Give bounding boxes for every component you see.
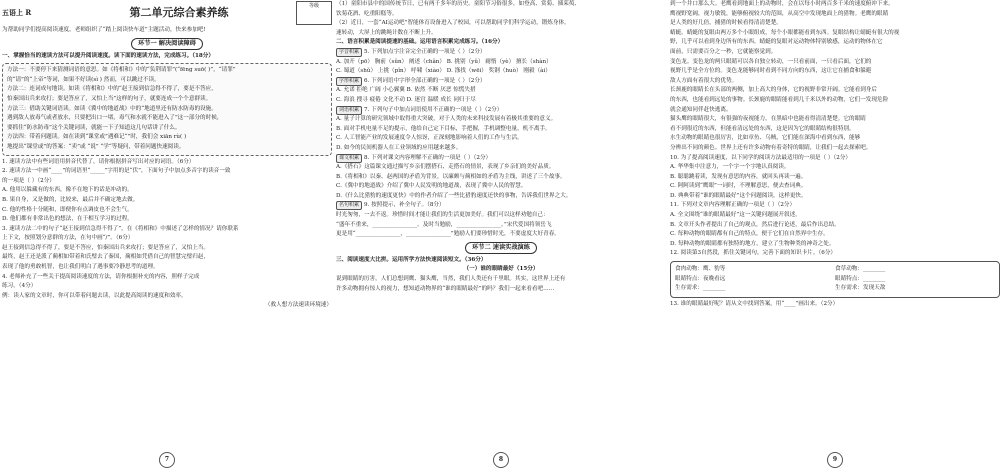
option: B. 面对手机电量不足的提示，他给自己定下目标，手把握，手机调整电量，机不离手。	[336, 125, 551, 132]
option: D. 如今的民间机器人在工业领域的应用越来越多。	[336, 144, 462, 151]
box-line: 方法四：带着问题读。如在读到“课堂或”遇难记“”时，我们会 xiān rù( )	[7, 134, 187, 141]
option: D. 典典带着“谁的眼睛最好”这个问题阅读，这样更快。	[670, 192, 807, 199]
page-number: 7	[159, 452, 175, 468]
question-heading: 二、语言积累是阅读提速的基础。运用语言积累完成练习。（16分）	[336, 39, 504, 46]
tag-label: 词语积累	[336, 106, 362, 115]
card-line: 食草动物：________	[835, 266, 886, 273]
option: A. 他用以躲藏有的东西，像不在地下的话是冲动的。	[2, 187, 133, 194]
box-line: 怕秦国出兵来攻打；要是答应了，又怕上当”这样的句子，就要连成一个个意群读。	[7, 95, 212, 102]
tag-label: 课文积累	[336, 154, 362, 163]
page-header	[2, 0, 332, 26]
question-9: 名句积累 9. 按照提示，补全句子。（8分）	[336, 201, 666, 211]
answer-line: 赵王接到信急得不得了，要是不答应，怕秦国出兵来攻打；要是答应了，又怕上当。	[2, 244, 209, 251]
question-heading: 一、掌握恰当的速读方法可以提升阅读速度。读下面的速读方法，完成练习。（18分）	[2, 52, 214, 59]
score-label: 等级	[308, 3, 319, 9]
box-line: 要抓住“防水防毒”这个关键词读，就能一下子知道这几句话讲了什么。	[7, 124, 181, 131]
card-line: 生存需求：________	[675, 285, 726, 292]
question-2-cont: 的一项是（ ）（2分）	[2, 177, 55, 184]
text-line: 面前，只需要百分之一秒，它就能察觉到。	[670, 48, 777, 55]
box-line: 地提出“课堂或”的答案：“卖”或 “说” “学“等疑问，带着问题快速阅读。	[7, 143, 185, 150]
option: A.《搭石》这篇课文通过描写乡亲们摆搭石、走搭石的情景，表现了乡亲们的美好品质。	[336, 164, 555, 171]
text-line: 许多动物拥有惊人的视力，想知道动物界的“谁的眼睛最好”的吗？我们一起来看看吧……	[336, 285, 555, 292]
page-number: 9	[827, 452, 843, 468]
option: A. 允诺 拒绝 广阔 小心翼翼 B. 依然 不断 厌恶 惊慌失措	[336, 87, 476, 94]
text-line: 更是用“________________，________________”勉励人们要珍惜时光，不要虚度大好青春。	[336, 231, 560, 238]
option: C. 他的性格十分随和，即便你有点调皮也不会生气。	[2, 206, 133, 213]
text-line: 是人类的好几倍，捕猎的时候看得清清楚楚。	[670, 20, 782, 27]
card-line: 眼睛特点：________	[835, 275, 886, 282]
box-line: 遇到敌人放毒气或者放水，只要把出口一堵，毒气和水就不能进入了”这一部分的时候，	[7, 115, 223, 122]
option: C. 人工智能产业的发展速度令人惊讶，正深刻地影响着人们的工作与生活。	[336, 135, 523, 142]
question-2: 2. 速读方法一中画“____”的词语里“_____”字用的是“伏”，下面句子中加点多音字的读音一致	[2, 168, 231, 175]
option: D. 每种动物的眼睛都有独特的地方，建立了生物种类的神奇之处。	[670, 240, 835, 247]
text-line: 分辨出不同的颜色。世界上还有许多动物有着奇特的眼睛，让我们一起去探索吧。	[670, 144, 872, 151]
text-line: 就会通知同伴赶快逃离。	[670, 106, 732, 113]
option: B. 文章开头作者提出了自己的观点，然后进行论述，最后作出总结。	[670, 221, 840, 228]
question-10: 10. 为了提高阅读速度，以下同学的阅读方法最适用的一项是（ ）（2分）	[670, 154, 852, 161]
option: C. 阿阿读到“鹰眼”一词时，不理解意思，便去查词典。	[670, 183, 807, 190]
option: C. 每种动物的眼睛都有自己的特点，便于它们在自然界中生存。	[670, 231, 829, 238]
card-line: 食肉动物：鹰、豹等	[675, 266, 726, 273]
text-line: 变色龙。变色龙的两只眼睛可以各自独立转动，一只看前面，一只看后面，它们的	[670, 58, 872, 65]
text-line: 时光匆匆，一去不返。珍惜时间才能让我们的生活更加美好。我们可以这样劝勉自己：	[336, 212, 549, 219]
option: D.《什么比猎豹的速度更快》中的作者介绍了一些比猎豹速度还快的事物，告诉我们世界之大。	[336, 192, 572, 199]
text-line: 速转动，大屏上的跳绳计数在不断上升。	[336, 29, 437, 36]
text-line: 的东西，也能看到远处的事物。长颈鹿的眼睛能看到几千米以外的动物，它们一发现危险	[670, 96, 889, 103]
text-line: 鹰视野宽阔，视力敏锐，能够俯视较大的范围，从高空中发现地面上的猎物。老鹰的眼睛	[670, 10, 889, 17]
question-8: 课文积累 8. 下列对课文内容理解不正确的一项是（ ）（2分）	[336, 154, 666, 164]
option: C. 蜀道（shǔ） 上挑（pǐn） 呼啸（xiào） D. 涤找（wēi） 奖钢（huò） 刚毅（ài）	[336, 68, 551, 75]
text-line: 饮菊花酒、吃重阳糕等。	[336, 10, 398, 17]
answer-line: 表现了他的勇敢机智，也让我们明白了遇事要冷静思考的道理。	[2, 264, 159, 271]
box-line: 的“请”的“上帝”等词，如果不好读(sì ) 然而，可以跳过不读。	[7, 76, 160, 83]
question-13: 13. 谁的眼睛最好呢？请从文中找到答案，用“____”画出来。（2分）	[670, 300, 839, 307]
card-right	[835, 265, 995, 294]
tag-label: 字音积累	[336, 48, 362, 57]
page-title: 第二单元综合素养练	[129, 6, 229, 20]
source-note: （救人想方法速读环境速）	[264, 302, 332, 309]
text-line: 蜻蜓。蜻蜓的复眼由两万多个小眼组成，每个小眼都能看到东西。复眼结构让蜻蜓有很大的视	[670, 29, 900, 36]
text-line: 看不到很近的东西，但能看清远处的东西，这是因为它的眼睛结构很特别。	[670, 125, 855, 132]
intro-text: 为帮助同学们提高阅读速度，老师组织了“踏上阅读快车道”主题活动，快来参加吧!	[2, 27, 206, 33]
option: B. 果自身，又是做的，比较来，最后并不确定地去做。	[2, 196, 139, 203]
box-line: 方法一：不要停下来猜测词语的意思。如《将相和》中的“负荆请罪”(“fēng suō( )”，“请罪”	[7, 67, 236, 74]
option: B.《将相和》以秦、赵两国的矛盾为背景，以廉颇与蔺相如的矛盾为主线，讲述了三个故事。	[336, 173, 566, 180]
grade-label: 五语上 R	[2, 8, 32, 18]
text-line: 野，几乎可以看到身边所有的东西。蜻蜓的复眼对运动物体特别敏感，运动的物体在它	[670, 39, 883, 46]
option: A. 华华集中注意力，一个字一个字地认真阅读。	[670, 164, 790, 171]
box-line: 方法二：连词成句地读。如读《将相和》中的“赵王接到信急得不得了，要是不答应，	[7, 86, 217, 93]
question-3: 3. 速读方法二中的句子“赵王接到信急得不得了”，在《将相和》中描述了怎样的情况？请你联系	[2, 225, 239, 232]
text-line: 视野几乎是全方位的。变色龙能够同时看到不同方向的东西，这让它在捕食和躲避	[670, 68, 872, 75]
score-box	[296, 1, 332, 25]
option: A. 加开（pō） 胸前（sǔn） 阐述（chǎn） B. 挑别（yǔ） 耐惰（yè） 擅长（shàn）	[336, 58, 552, 65]
page-middle	[336, 0, 666, 474]
text-line: （1）童阳市县中的国传统节日，已有两千多年的历史。童阳节习俗很多，如登高、赏菊、插茱萸、	[336, 1, 581, 7]
card-left	[675, 265, 835, 294]
text-line: 敌人方面有着很大的优势。	[670, 77, 738, 84]
tag-label: 字形积累	[336, 77, 362, 86]
question-6: 字形积累 6. 下列词语中字形全部正确的一项是（ ）（2分）	[336, 77, 666, 87]
option: C. 海浪 搜寻 疲倦 文化不动 D. 迷宫 温暖 成长 同归于尽	[336, 96, 476, 103]
option: A. 量子计算的研究领域中取得重大突破，对于人类的未来科技发展有着极其重要的意义。	[336, 116, 557, 123]
question-7: 词语积累 7. 下列句子中加点词语使用不正确的一项是（ ）（2分）	[336, 106, 666, 116]
option: A. 全文围绕“谁的眼睛最好”这一关键问题展开叙述。	[670, 212, 801, 219]
text-line: （2）近日，一套“AI运动吧”智能体育设备进入了校园，可以帮助同学们科学运动，锻炼身体。	[336, 20, 570, 27]
section-heading-2: 环节二 速读实战演练	[336, 242, 666, 254]
method-box	[2, 63, 332, 155]
page-number: 8	[493, 452, 509, 468]
question-11: 11. 下列对文章内容理解正确的一项是（ ）（2分）	[670, 202, 796, 209]
example-line: 例：读人家的文章时，你可以带着问题去读，以此提高阅读的速度和效率。	[2, 292, 187, 299]
card-line: 眼睛特点：夜晚看远	[675, 275, 726, 282]
answer-line: 最终，赵王还是派了蔺相如带着和氏璧去了秦国，蔺相如凭借自己的智慧完璧归赵，	[2, 254, 209, 261]
option: C.《冀中的地道战》介绍了冀中人民发明的地道战，表现了冀中人民的智慧。	[336, 183, 527, 190]
question-1: 1. 速读方法中有些词语用拼音代替了，请你根据拼音写出对应的词语。（6分）	[2, 158, 195, 165]
option: B. 聪聪跳着读，发现有意思的内容，就回头再读一遍。	[670, 173, 807, 180]
question-4: 4. 老师补充了一些关于提高阅读速度的方法，请你根据补充的内容，照样子完成	[2, 273, 200, 280]
card-line: 生存需求：发现天敌	[835, 285, 886, 292]
text-line: 说到眼睛的厉害，人们总想到鹰、猫头鹰，当然，我们人类还有千里眼。其实，这世界上还有	[336, 276, 566, 283]
text-line: 猫头鹰的眼睛很大，有很强的夜视能力，在黑暗中也能看得清清楚楚。它的眼睛	[670, 116, 866, 123]
text-line: 水生动物的眼睛也很厉害，比如章鱼、乌贼，它们能在深海中看到东西，能够	[670, 135, 861, 142]
knowledge-card	[670, 261, 1000, 298]
text-line: “盛年不重来，________________。及时当勉励，________________。”宋代爱国将领岳飞	[336, 221, 552, 228]
question-5: 字音积累 5. 下列加点字注音完全正确的一项是（ ）（2分）	[336, 48, 666, 58]
page-left	[2, 0, 332, 474]
question-4-cont: 练习。（4分）	[2, 283, 37, 290]
question-heading: 三、阅读速度大比拼。运用所学方法快速阅读短文。（36分）	[336, 256, 487, 263]
reading-title: （一）谁的眼睛最好（15分）	[463, 266, 539, 273]
box-line: 方法三：借助关键词语读。如读《冀中的地道战》中的“地道里还有防水防毒的设施。	[7, 105, 217, 112]
tag-label: 名句积累	[336, 201, 362, 210]
text-line: 到一个井口那么大。老鹰看到地面上的动物时，会在以每小时两百多千米的速度俯冲下来。	[670, 1, 894, 7]
option: D. 他们都有非常出色的想法，在于相互学习的过程。	[2, 216, 133, 223]
section-heading-1: 环节一 解决阅读障碍	[2, 38, 332, 50]
question-3-cont: 上下文，按照划分意群的方法，在句中画“/”。（6分）	[2, 235, 134, 242]
page-right	[670, 0, 1000, 474]
question-12: 12. 阅读第3自然段，抓住关键词句，完善下面的知识卡片。（6分）	[670, 250, 837, 257]
text-line: 长颈鹿的眼睛长在头部的两侧，加上高大的身体，它的视野非常开阔。它能看到身后	[670, 87, 877, 94]
